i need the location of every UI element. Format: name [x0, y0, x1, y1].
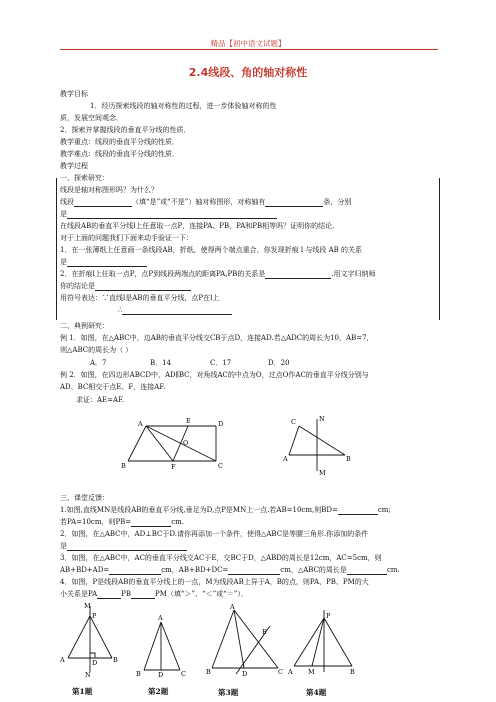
segment-CB	[299, 426, 345, 455]
right-margin-bar	[439, 178, 440, 320]
label-A: A	[138, 420, 143, 428]
example-1-cont: 则△ABC的周长为（ ）	[60, 346, 133, 354]
caption-4: 第4题	[306, 688, 327, 697]
option-b: B．14	[150, 359, 172, 367]
blank[interactable]	[265, 199, 323, 207]
segment-AC	[234, 610, 278, 668]
right-angle-mark	[90, 653, 95, 658]
feedback-1-cont: 若PA=10cm，则PB= cm.	[60, 518, 184, 526]
feedback-3-cont: AB+BD+AD= cm，AB+BD+DC= cm，△ABC的周长是 cm.	[60, 566, 400, 574]
question-3: 在线段AB的垂直平分线l上任意取一点P，连接PA、PB，PA和PB相等吗？证明你的结论．	[60, 222, 340, 230]
blank[interactable]	[97, 591, 121, 599]
blank[interactable]	[122, 307, 232, 315]
label-B: B	[350, 668, 355, 676]
feedback-2-cont: 是	[60, 542, 187, 551]
caption-2: 第2题	[148, 687, 169, 696]
segment-AC	[161, 622, 180, 670]
segment-CA	[289, 426, 299, 455]
question-2: 线段 （填“是”或“不是”）轴对称图形，对称轴有 条，分别	[60, 198, 352, 206]
label-N: N	[85, 671, 91, 679]
segment-PB	[324, 618, 352, 666]
label-A: A	[283, 455, 288, 463]
feedback-4: 4．如图，P是线段AB的垂直平分线上的一点，M为线段AB上异于A，B的点，则PA、PB、PM的大	[60, 578, 369, 586]
segment-PB	[90, 616, 112, 658]
question-2-cont: 是	[60, 210, 277, 219]
caption-3: 第3题	[218, 688, 239, 697]
section-3-heading: 三、课堂反馈：	[60, 494, 109, 502]
label-A: A	[230, 603, 235, 611]
label-B: B	[206, 668, 211, 676]
caption-1: 第1题	[72, 687, 93, 696]
label-C: C	[218, 462, 223, 470]
segment-PA	[294, 618, 324, 666]
feedback-1-figure	[60, 602, 120, 678]
label-A: A	[60, 656, 65, 664]
blank[interactable]	[67, 543, 187, 551]
label-E: E	[262, 628, 267, 636]
blank[interactable]	[74, 199, 132, 207]
segment-AD	[234, 610, 244, 668]
question-6-cont: 你的结论是	[60, 282, 191, 291]
goals-heading: 教学目标	[60, 90, 88, 98]
diagonal-AC	[146, 426, 216, 461]
left-margin-bar	[56, 178, 57, 320]
blank[interactable]	[338, 507, 378, 515]
question-5-cont: 是	[60, 258, 147, 267]
blank[interactable]	[109, 567, 161, 575]
feedback-4-cont: 小关系是PA PB PM（填“＞”、“＜”或“＝”）．	[60, 590, 248, 598]
segment-PA	[68, 616, 90, 658]
label-B: B	[136, 670, 141, 678]
feedback-4-figure	[286, 606, 356, 678]
label-B: B	[346, 455, 351, 463]
blank[interactable]	[67, 259, 147, 267]
question-7: 用符号表达：∵直线l是AB的垂直平分线，点P在l上	[60, 294, 220, 302]
label-C: C	[278, 668, 283, 676]
feedback-2: 2．如图，在△ABC中，AD⊥BC于D.请你再添加一个条件，使得△ABC是等腰三角形.你添加的条件	[60, 530, 369, 538]
example-2-figure	[118, 414, 238, 476]
label-E: E	[186, 417, 191, 425]
example-2-prove: 求证：AE=AF.	[76, 396, 125, 404]
label-M: M	[84, 602, 91, 610]
process-heading: 教学过程	[60, 162, 88, 170]
blank[interactable]	[265, 271, 331, 279]
label-C: C	[291, 418, 296, 426]
header-rule	[60, 49, 438, 50]
page-title: 2.4线段、角的轴对称性	[188, 66, 308, 79]
feedback-3: 3．如图，在△ABC中，AC的垂直平分线交AC于E，交BC于D，△ABD的周长是12cm，AC=5cm，则	[60, 554, 382, 562]
goal-2: 2．探索并掌握线段的垂直平分线的性质．	[60, 126, 191, 134]
section-2-heading: 二、典例研究：	[60, 322, 109, 330]
label-A: A	[288, 668, 293, 676]
goal-1b: 质，发展空间观念．	[60, 114, 123, 122]
label-N: N	[319, 415, 325, 423]
option-c: C．17	[210, 359, 232, 367]
label-M: M	[319, 469, 326, 477]
blank[interactable]	[228, 567, 280, 575]
label-A: A	[158, 614, 163, 622]
page-header: 精品【初中语文试题】	[210, 39, 286, 48]
label-D: D	[158, 671, 164, 679]
question-7-cont: ∴	[118, 306, 232, 315]
segment-AF	[146, 426, 173, 461]
feedback-2-figure	[136, 616, 192, 678]
segment-AB	[144, 622, 161, 670]
label-M: M	[308, 668, 315, 676]
example-1: 例 1．如图，在△ABC中，边AB的垂直平分线交CB于点D，连接AD.若△ADC的周长为10，AB=7，	[60, 334, 374, 342]
question-5: 1．在一张薄纸上任意画一条线段AB，折纸，使得两个端点重合，你发现折痕 l 与线段 AB 的关系	[60, 246, 362, 254]
label-C: C	[181, 670, 186, 678]
goal-1a: 1．经历探索线段的轴对称性的过程，进一步体验轴对称的性	[90, 102, 277, 110]
label-D: D	[92, 659, 98, 667]
label-F: F	[171, 463, 176, 471]
question-1: 线段是轴对称图形吗？为什么？	[60, 186, 158, 194]
segment-PM	[312, 618, 324, 666]
segment-AB	[128, 426, 146, 461]
label-D: D	[242, 670, 248, 678]
label-P: P	[92, 612, 97, 620]
feedback-3-figure	[206, 604, 286, 678]
label-P: P	[326, 612, 331, 620]
section-1-heading: 一、探索研究：	[60, 174, 109, 182]
blank[interactable]	[131, 519, 171, 527]
label-D: D	[218, 420, 224, 428]
feedback-1: 1.如图,直线MN是线段AB的垂直平分线,垂足为D,点P是MN上一点.若AB=10cm,则BD= cm;	[60, 506, 391, 514]
difficult-point: 教学难点：线段的垂直平分线的性质．	[60, 150, 179, 158]
example-1-figure	[283, 413, 363, 481]
example-2: 例 2．如图，在四边形ABCD中，AD∥BC，对角线AC的中点为O，过点O作AC的垂直平分线分别与	[60, 371, 369, 379]
label-B: B	[113, 656, 118, 664]
option-a: A．7	[90, 359, 107, 367]
option-d: D．20	[268, 359, 290, 367]
question-6: 2．在折痕l上任取一点P，点P到线段两端点的距离PA,PB的关系是 .用文字归纳师	[60, 270, 376, 278]
label-O: O	[183, 439, 189, 447]
question-4: 对于上面的问题我们下面来动手验证一下：	[60, 234, 193, 242]
blank[interactable]	[347, 567, 387, 575]
segment-AB	[212, 610, 234, 668]
example-2-cont: AD、BC相交于点E、F，连接AF.	[60, 383, 166, 391]
key-point: 教学重点：线段的垂直平分线的性质．	[60, 138, 179, 146]
blank[interactable]	[131, 591, 155, 599]
blank[interactable]	[67, 211, 277, 219]
blank[interactable]	[95, 283, 191, 291]
label-B: B	[121, 462, 126, 470]
